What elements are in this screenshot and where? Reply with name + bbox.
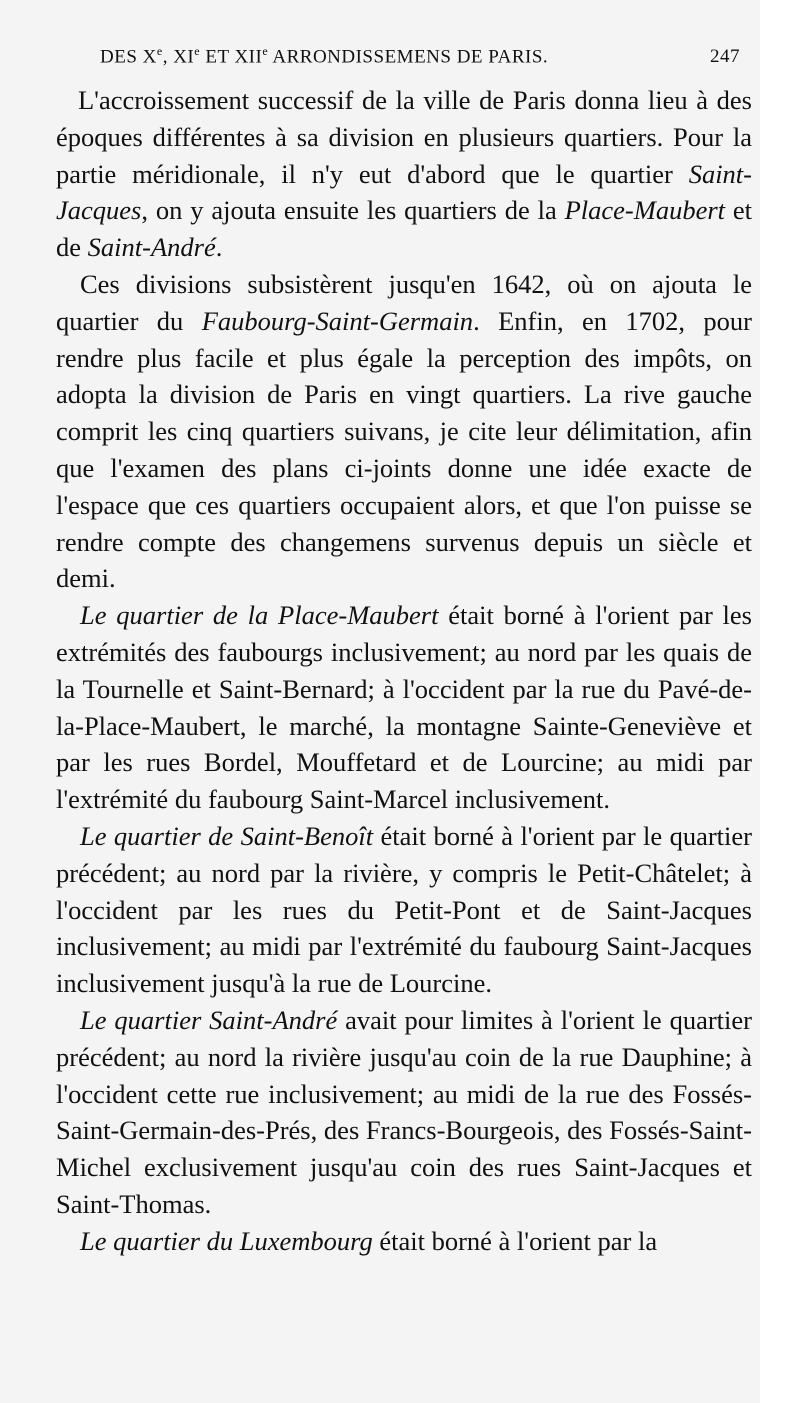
running-title: DES Xe, XIe ET XIIe ARRONDISSEMENS DE PARIS. [100, 44, 549, 68]
paragraph: Le quartier de Saint-Benoît était borné à l'orient par le quartier précédent; au nord par la rivière, y compris le Petit-Châtelet; à l'occident par les rues du Petit-Pont et de Saint-Jacques inclusivement; au midi par l'extrémité du faubourg Saint-Jacques inclusivement jusqu'à la rue de Lourcine. [56, 820, 752, 999]
body-text [56, 82, 752, 1260]
paragraph: Le quartier de la Place-Maubert était borné à l'orient par les extrémités des faubourgs inclusivement; au nord par les quais de la Tournelle et Saint-Bernard; à l'occident par la rue du Pavé-de-la-Place-Maubert, le marché, la montagne Sainte-Geneviève et par les rues Bordel, Mouffetard et de Lourcine; au midi par l'extrémité du faubourg Saint-Marcel inclusivement. [56, 600, 752, 815]
paragraph: Ces divisions subsistèrent jusqu'en 1642, où on ajouta le quartier du Faubourg-Saint-Germain. Enfin, en 1702, pour rendre plus facile et plus égale la perception des impôts, on adopta la division de Paris en vingt quartiers. La rive gauche comprit les cinq quartiers suivans, je cite leur délimitation, afin que l'examen des plans ci-joints donne une idée exacte de l'espace que ces quartiers occupaient alors, et que l'on puisse se rendre compte des changemens survenus depuis un siècle et demi. [56, 268, 752, 594]
paragraph: Le quartier du Luxembourg était borné à l'orient par la [80, 1225, 658, 1256]
page-number: 247 [710, 46, 740, 68]
running-header [100, 44, 740, 68]
paragraph: Le quartier Saint-André avait pour limites à l'orient le quartier précédent; au nord la rivière jusqu'au coin de la rue Dauphine; à l'occident cette rue inclusivement; au midi de la rue des Fossés-Saint-Germain-des-Prés, des Francs-Bourgeois, des Fossés-Saint-Michel exclusivement jusqu'au coin des rues Saint-Jacques et Saint-Thomas. [56, 1004, 752, 1219]
paragraph: L'accroissement successif de la ville de Paris donna lieu à des époques différentes à sa division en plusieurs quartiers. Pour la partie méridionale, il n'y eut d'abord que le quartier Saint-Jacques, on y ajouta ensuite les quartiers de la Place-Maubert et de Saint-André. [56, 85, 753, 263]
page-edge [760, 0, 780, 1403]
